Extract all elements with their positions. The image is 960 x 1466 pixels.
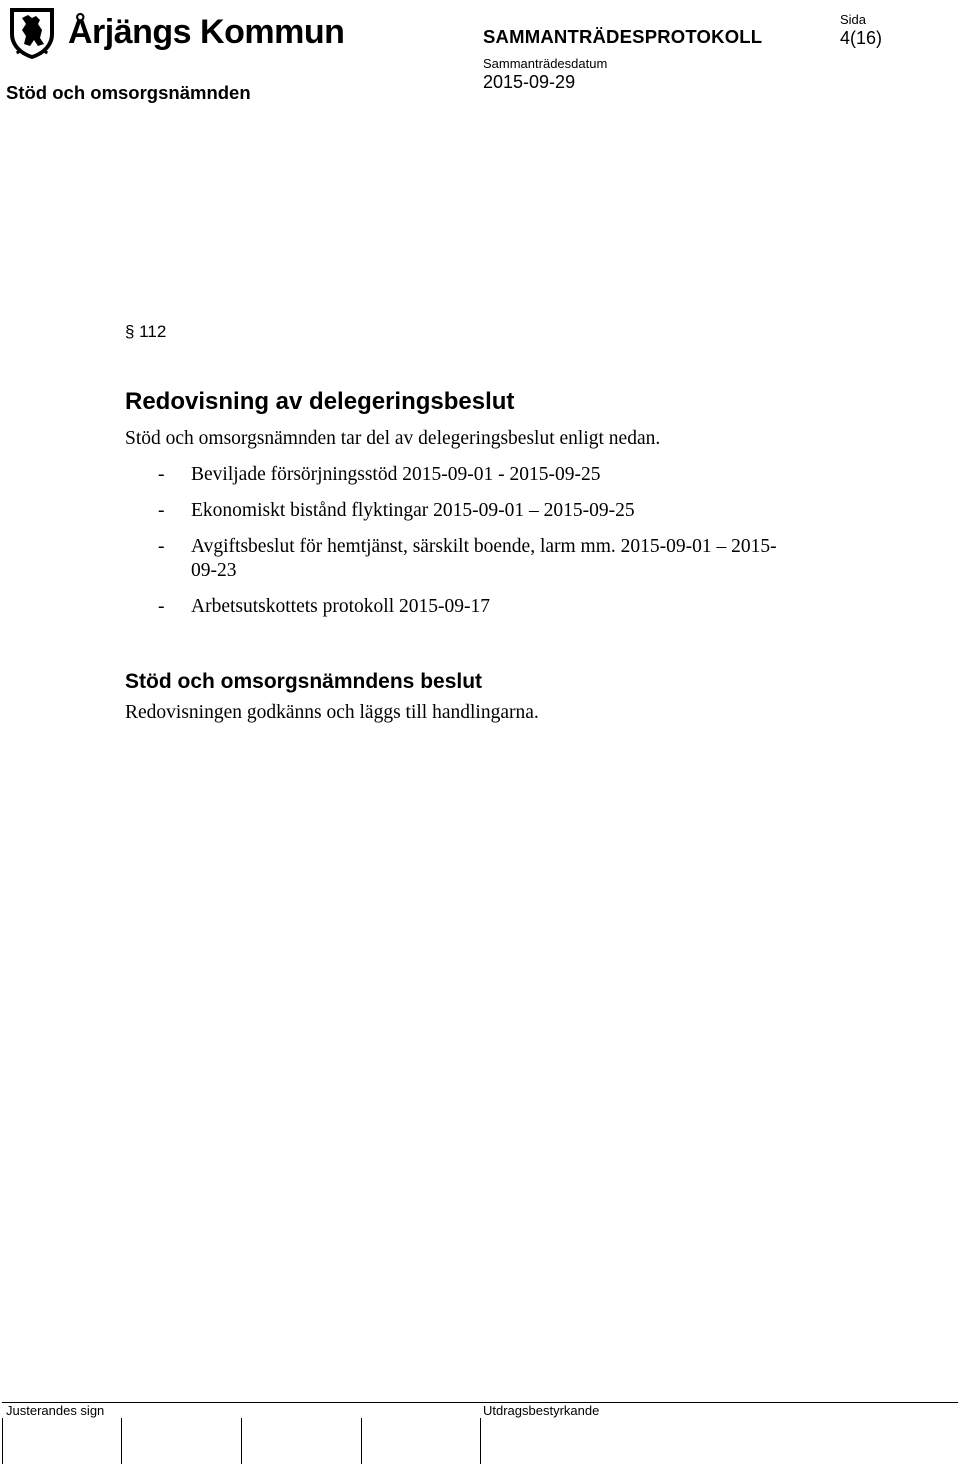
list-item	[158, 535, 801, 583]
list-item	[158, 463, 801, 487]
list-item-text: Avgiftsbeslut för hemtjänst, särskilt boende, larm mm. 2015-09-01 – 2015-09-23	[191, 536, 777, 581]
committee-name: Stöd och omsorgsnämnden	[6, 82, 251, 103]
meeting-date-label: Sammanträdesdatum	[483, 56, 608, 71]
list-marker: -	[158, 596, 165, 617]
signature-box-divider	[241, 1418, 242, 1464]
list-item-text: Arbetsutskottets protokoll 2015-09-17	[191, 596, 490, 617]
footer-divider	[2, 1402, 958, 1403]
list-item-text: Beviljade försörjningsstöd 2015-09-01 - 2015-09-25	[191, 464, 601, 485]
paragraph-number: § 112	[125, 322, 167, 341]
signature-box-divider	[480, 1418, 481, 1464]
list-marker: -	[158, 464, 165, 485]
signature-box-divider	[361, 1418, 362, 1464]
logo-text: Årjängs Kommun	[68, 13, 345, 51]
coat-of-arms-icon	[6, 4, 58, 60]
certification-label: Utdragsbestyrkande	[483, 1403, 600, 1418]
document-type: SAMMANTRÄDESPROTOKOLL	[483, 26, 763, 47]
page-number: 4(16)	[840, 28, 883, 48]
signature-box-divider	[121, 1418, 122, 1464]
decision-title: Stöd och omsorgsnämndens beslut	[125, 670, 483, 693]
page-label: Sida	[840, 12, 867, 27]
list-marker: -	[158, 536, 165, 557]
list-item-text: Ekonomiskt bistånd flyktingar 2015-09-01 – 2015-09-25	[191, 500, 635, 521]
signature-box-divider	[2, 1418, 3, 1464]
section-title: Redovisning av delegeringsbeslut	[125, 388, 515, 415]
intro-text: Stöd och omsorgsnämnden tar del av delegeringsbeslut enligt nedan.	[125, 428, 661, 449]
meeting-date: 2015-09-29	[483, 72, 576, 92]
list-item	[158, 595, 801, 619]
municipality-logo	[6, 4, 346, 60]
list-marker: -	[158, 500, 165, 521]
signature-label: Justerandes sign	[6, 1403, 105, 1418]
list-item	[158, 499, 801, 523]
decision-list	[158, 463, 801, 631]
decision-text: Redovisningen godkänns och läggs till handlingarna.	[125, 702, 539, 723]
